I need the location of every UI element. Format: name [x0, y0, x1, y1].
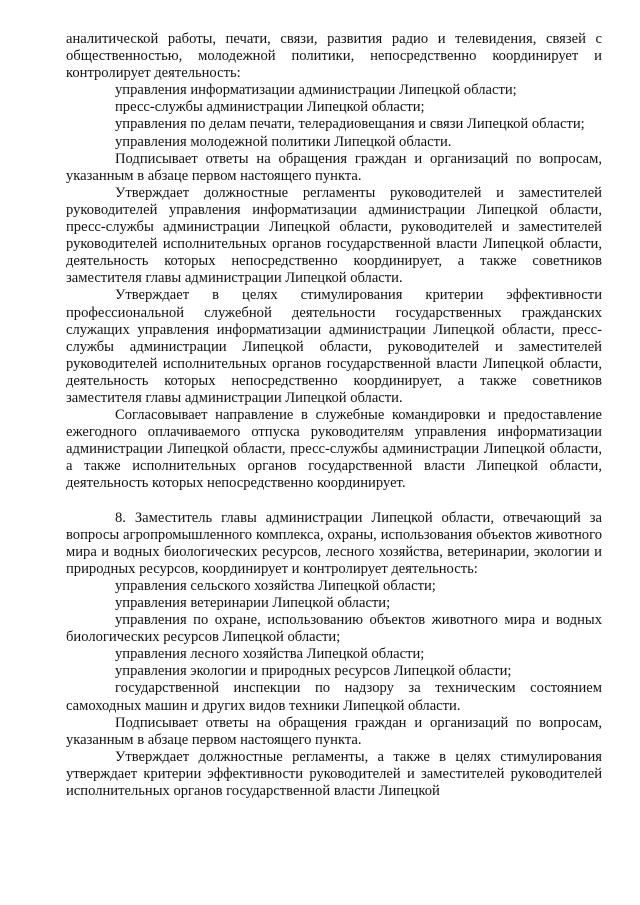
list-item: управления информатизации администрации Липецкой области; — [115, 82, 517, 99]
paragraph: Утверждает в целях стимулирования критерии эффективности профессиональной служебной деятельности государственных гражданских служащих управления информатизации администрации Липецкой области, пресс-службы администрации Липецкой области, руководителей и заместителей руководителей исполнительных органов государственной власти Липецкой области, деятельность которых непосредственно координирует, а также советников заместителя главы администрации Липецкой области. — [66, 287, 602, 406]
list-item: управления лесного хозяйства Липецкой области; — [115, 646, 425, 663]
list-item: управления экологии и природных ресурсов Липецкой области; — [115, 663, 512, 680]
paragraph: Согласовывает направление в служебные командировки и предоставление ежегодного оплачиваемого отпуска руководителям управления информатизации администрации Липецкой области, пресс-службы администрации Липецкой области, а также исполнительных органов государственной власти Липецкой области, деятельность которых непосредственно координирует. — [66, 407, 602, 492]
paragraph: Утверждает должностные регламенты руководителей и заместителей руководителей управления информатизации администрации Липецкой области, пресс-службы администрации Липецкой области, руководителей и заместителей руководителей исполнительных органов государственной власти Липецкой области, деятельность которых непосредственно координирует, а также советников заместителя главы администрации Липецкой области. — [66, 184, 602, 287]
paragraph: Подписывает ответы на обращения граждан и организаций по вопросам, указанным в абзаце первом настоящего пункта. — [66, 150, 602, 184]
section-8-paragraph: 8. Заместитель главы администрации Липецкой области, отвечающий за вопросы агропромышленного комплекса, охраны, использования объектов животного мира и водных биологических ресурсов, лесного хозяйства, ветеринарии, экологии и природных ресурсов, координирует и контролирует деятельность: — [66, 509, 602, 577]
list-item: пресс-службы администрации Липецкой области; — [115, 99, 425, 116]
paragraph: Подписывает ответы на обращения граждан и организаций по вопросам, указанным в абзаце первом настоящего пункта. — [66, 714, 602, 748]
paragraph: Утверждает должностные регламенты, а также в целях стимулирования утверждает критерии эффективности руководителей и заместителей руководителей исполнительных органов государственной власти Липецкой — [66, 748, 602, 800]
list-item: государственной инспекции по надзору за техническим состоянием самоходных машин и других видов техники Липецкой области. — [66, 680, 602, 714]
paragraph-gap — [66, 493, 602, 510]
document-page — [66, 31, 602, 800]
list-item: управления ветеринарии Липецкой области; — [115, 595, 391, 611]
list-item: управления молодежной политики Липецкой области. — [115, 133, 452, 150]
list-item: управления сельского хозяйства Липецкой области; — [115, 577, 436, 594]
list-item: управления по делам печати, телерадиовещания и связи Липецкой области; — [115, 116, 585, 133]
paragraph: аналитической работы, печати, связи, развития радио и телевидения, связей с общественностью, молодежной политики, непосредственно координирует и контролирует деятельность: — [66, 31, 602, 82]
list-item: управления по охране, использованию объектов животного мира и водных биологических ресурсов Липецкой области; — [66, 612, 602, 646]
